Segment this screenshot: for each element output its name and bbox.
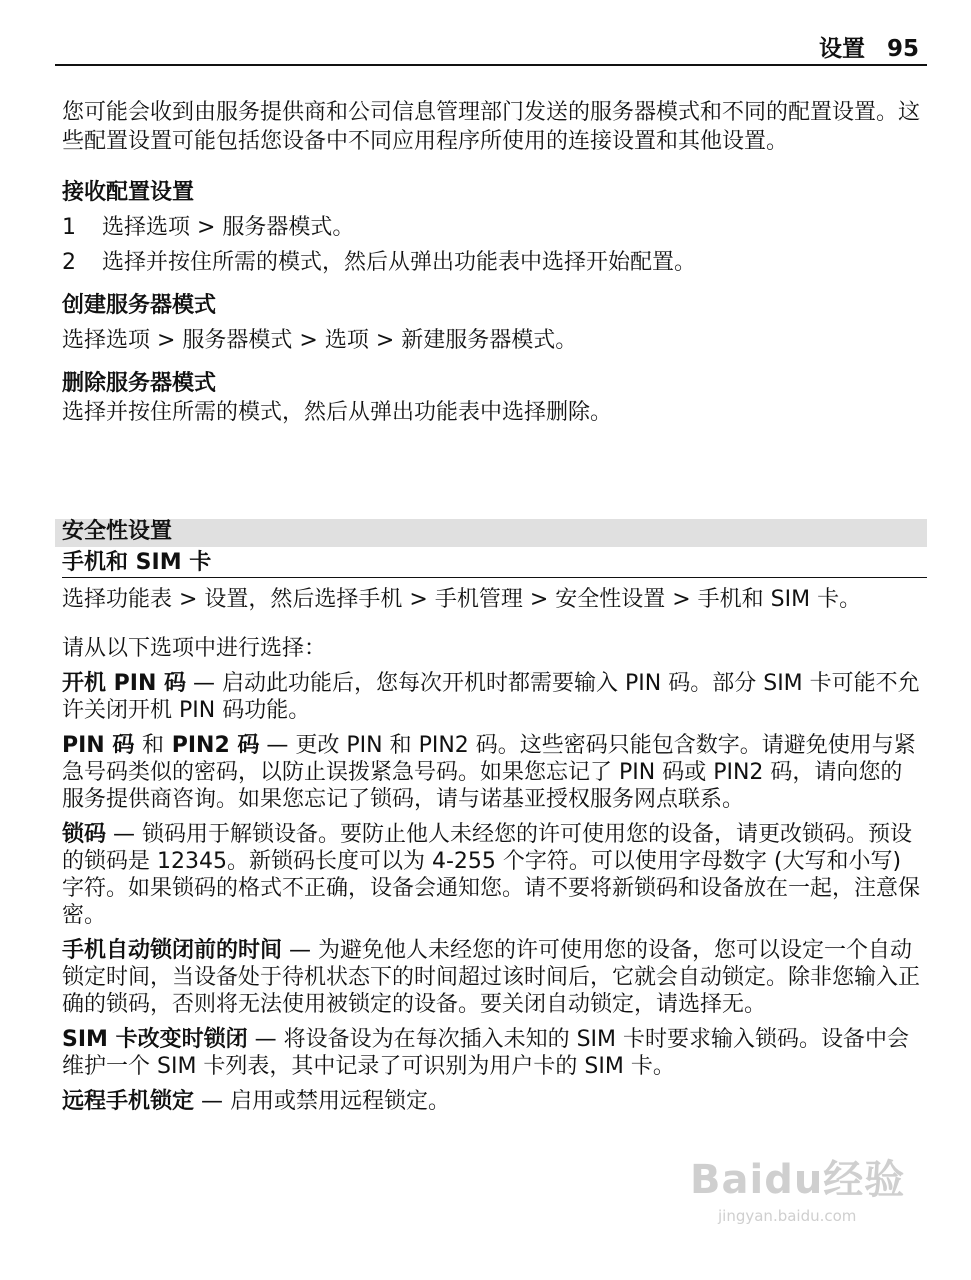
create-text: 选择选项 > 服务器模式 > 选项 > 新建服务器模式。 [62,328,578,353]
option-desc: — 将设备设为在每次插入未知的 SIM 卡时要求输入锁码。设备中会维护一个 SIM 卡列表，其中记录了可识别为用户卡的 SIM 卡。 [62,1027,910,1079]
option-desc: — 锁码用于解锁设备。要防止他人未经您的许可使用您的设备，请更改锁码。预设的锁码是 12345。新锁码长度可以为 4-255 个字符。可以使用字母数字 (大写和小写) 字符。如果锁码的格式不正确，设备会通知您。请不要将新锁码和设备放在一起，注意保密。 [62,822,921,928]
security-subtitle: 手机和 SIM 卡 [62,548,927,578]
option-item [62,670,924,724]
option-desc: — 启用或禁用远程锁定。 [194,1089,451,1114]
section-title-bar [55,519,927,547]
delete-text: 选择并按住所需的模式，然后从弹出功能表中选择删除。 [62,400,613,425]
baidu-watermark [690,1148,930,1258]
option-item [62,937,924,1018]
step-item [62,248,924,277]
option-desc: — 启动此功能后，您每次开机时都需要输入 PIN 码。部分 SIM 卡可能不允许关闭开机 PIN 码功能。 [62,671,920,723]
delete-heading: 删除服务器模式 [62,371,217,396]
option-term-2: PIN2 码 [164,733,260,758]
step-number: 1 [62,215,76,240]
option-connector: 和 [142,733,165,758]
option-item [62,1088,924,1115]
intro-paragraph: 您可能会收到由服务提供商和公司信息管理部门发送的服务器模式和不同的配置设置。这些配置设置可能包括您设备中不同应用程序所使用的连接设置和其他设置。 [62,100,921,154]
receive-heading: 接收配置设置 [62,180,195,205]
option-term: 远程手机锁定 [62,1089,195,1114]
step-text: 选择选项 > 服务器模式。 [102,215,355,240]
create-heading: 创建服务器模式 [62,293,217,318]
security-title: 安全性设置 [62,519,173,544]
page-number: 95 [886,36,919,62]
step-text: 选择并按住所需的模式，然后从弹出功能表中选择开始配置。 [102,250,697,275]
option-desc: — 为避免他人未经您的许可使用您的设备，您可以设定一个自动锁定时间，当设备处于待机状态下的时间超过该时间后，它就会自动锁定。除非您输入正确的锁码，否则将无法使用被锁定的设备。要关闭自动锁定，请选择无。 [62,938,921,1017]
option-term: 锁码 [62,822,107,847]
option-term: SIM 卡改变时锁闭 [62,1027,248,1052]
security-content [62,586,924,1115]
option-desc: — 更改 PIN 和 PIN2 码。这些密码只能包含数字。请避免使用与紧急号码类似的密码，以防止误拨紧急号码。如果您忘记了 PIN 码或 PIN2 码，请向您的服务提供商咨询。如果您忘记了锁码，请与诺基亚授权服务网点联系。 [62,733,916,812]
option-item [62,821,924,929]
choose-text: 请从以下选项中进行选择： [62,636,327,661]
watermark-url: jingyan.baidu.com [718,1207,857,1225]
step-item [62,213,924,242]
header-section-title: 设置 [818,36,865,62]
security-path: 选择功能表 > 设置，然后选择手机 > 手机管理 > 安全性设置 > 手机和 SIM 卡。 [62,587,862,612]
option-item [62,1026,924,1080]
watermark-logo: Baidu经验 [690,1157,906,1203]
page-header [55,34,927,66]
option-term: 手机自动锁闭前的时间 [62,938,283,963]
option-term: PIN 码 [62,733,143,758]
config-section [62,98,924,427]
option-item [62,732,924,813]
step-number: 2 [62,250,76,275]
option-term: 开机 PIN 码 [62,671,187,696]
